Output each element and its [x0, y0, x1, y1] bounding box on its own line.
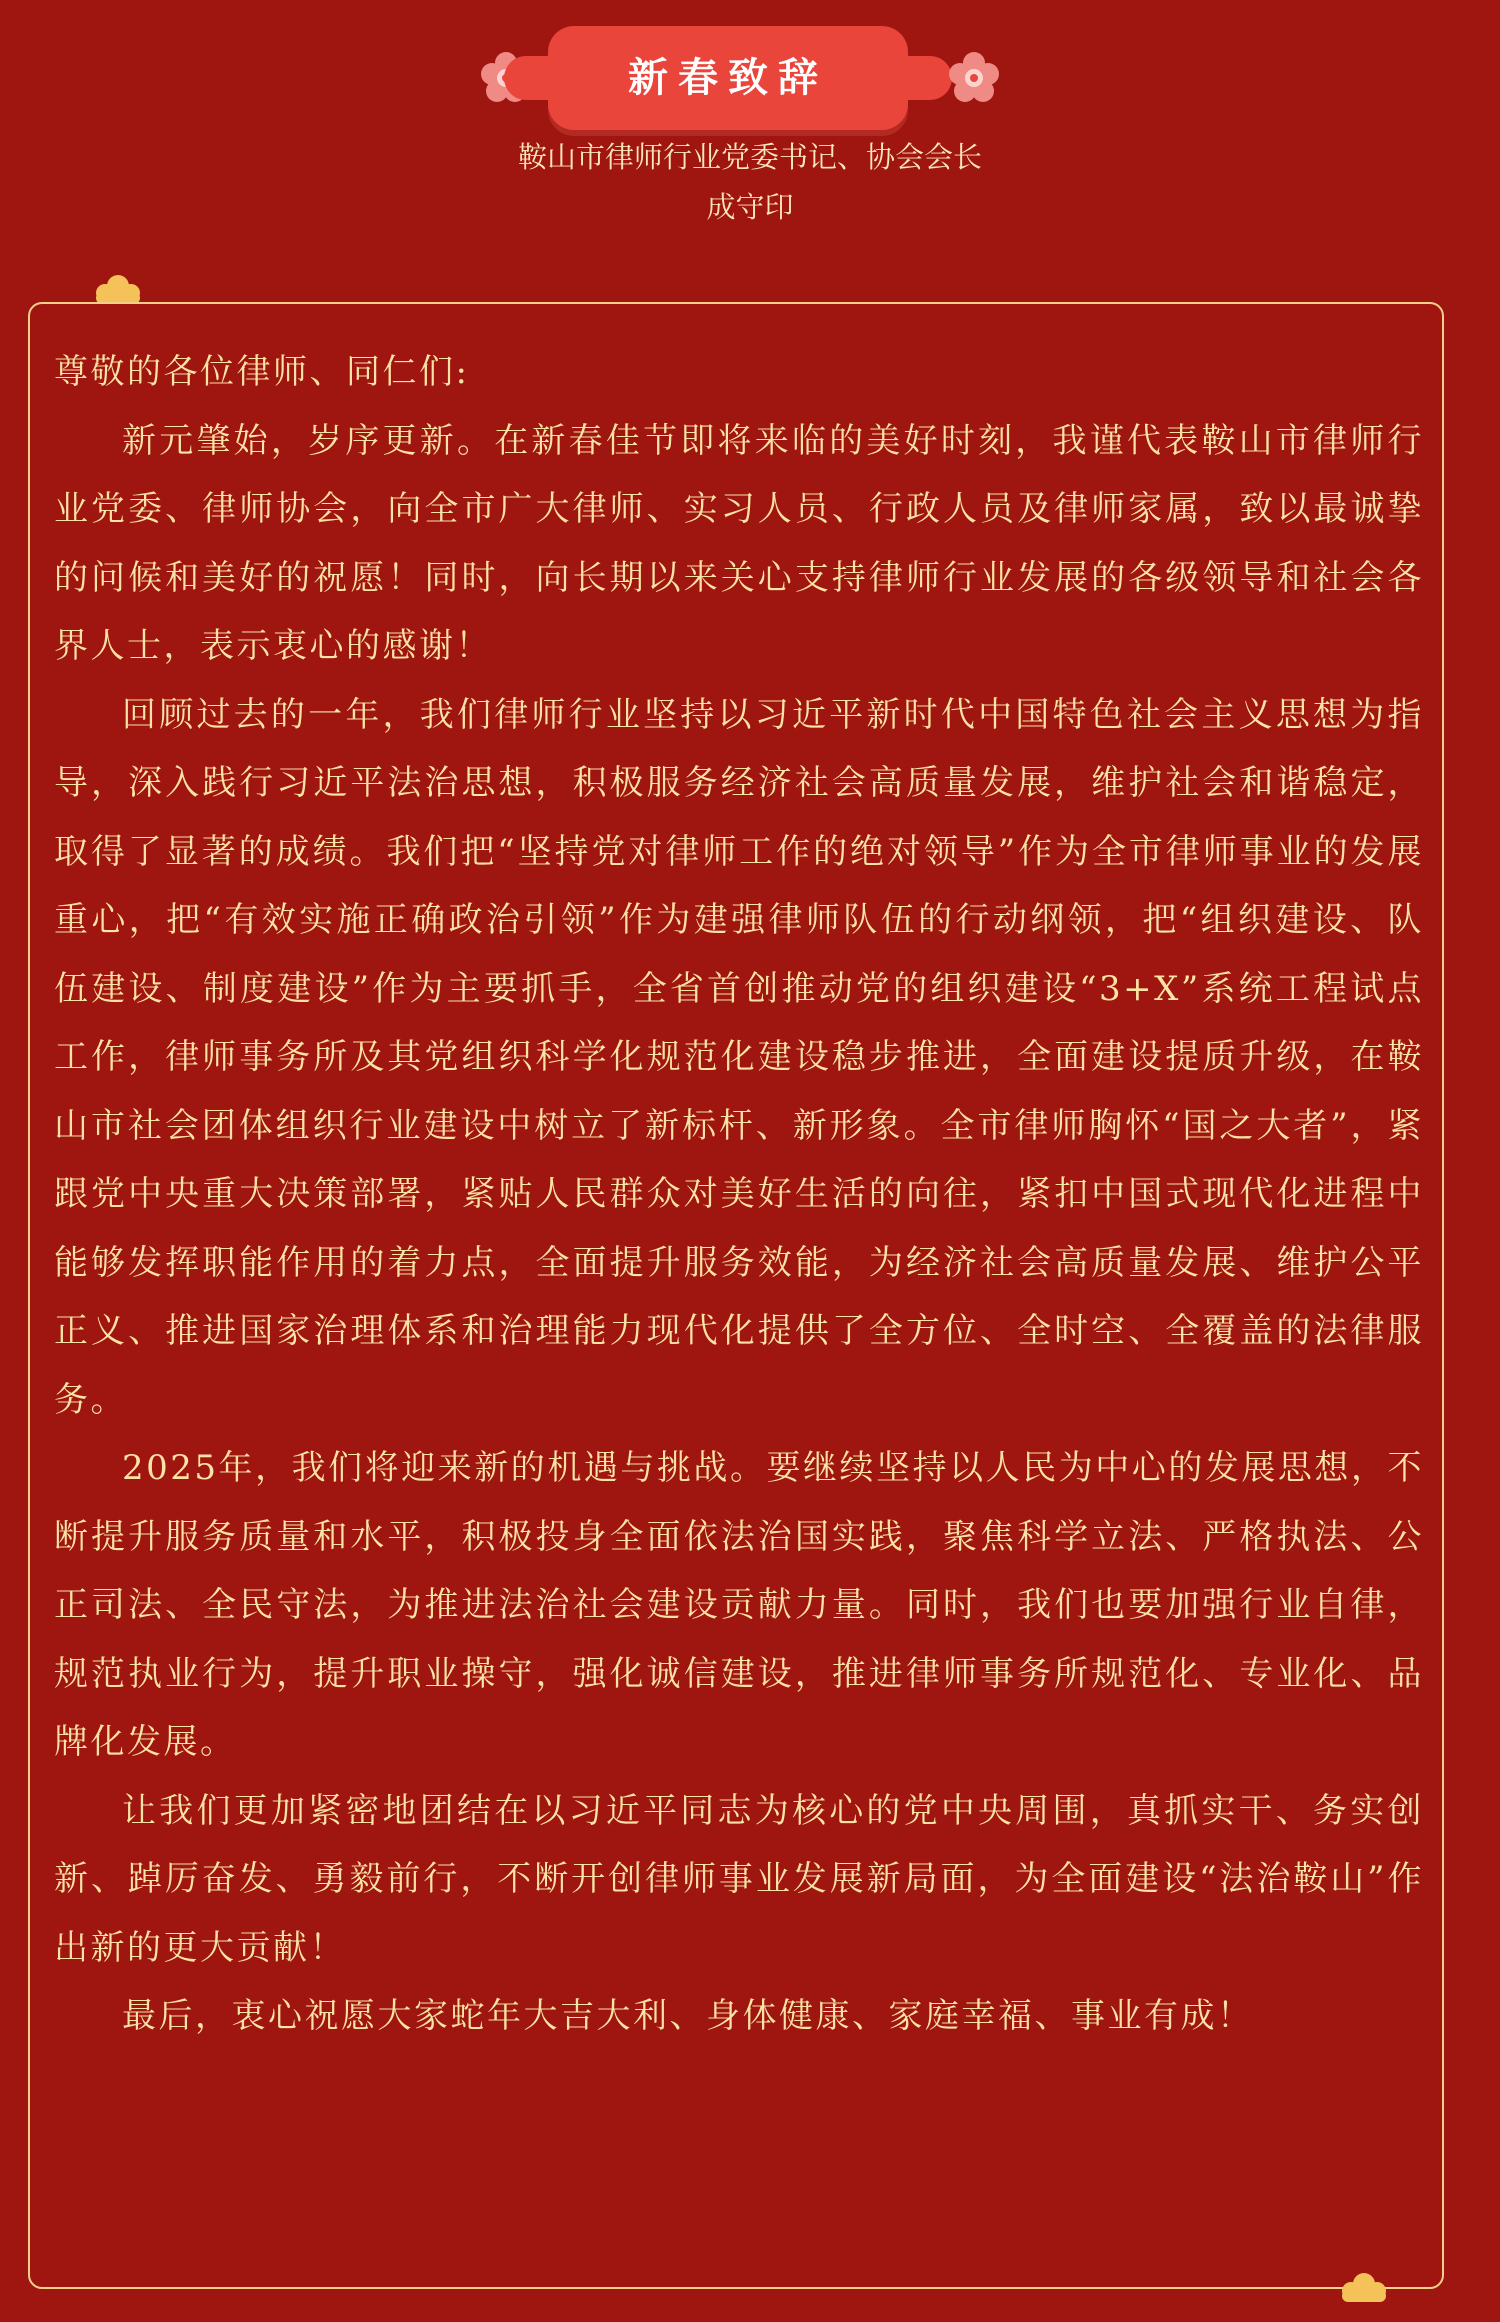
letter-body — [54, 338, 1424, 2051]
author-title: 鞍山市律师行业党委书记、协会会长 — [517, 140, 982, 174]
title-banner — [548, 26, 908, 130]
page-title: 新春致辞 — [628, 55, 828, 101]
auspicious-cloud-icon — [92, 272, 144, 306]
paragraph-call-to-action: 让我们更加紧密地团结在以习近平同志为核心的党中央周围，真抓实干、务实创新、踔厉奋发、勇毅前行，不断开创律师事业发展新局面，为全面建设“法治鞍山”作出新的更大贡献！ — [54, 1790, 1424, 1968]
paragraph-review: 回顾过去的一年，我们律师行业坚持以习近平新时代中国特色社会主义思想为指导，深入践行习近平法治思想，积极服务经济社会高质量发展，维护社会和谐稳定，取得了显著的成绩。我们把“坚持党对律师工作的绝对领导”作为全市律师事业的发展重心，把“有效实施正确政治引领”作为建强律师队伍的行动纲领，把“组织建设、队伍建设、制度建设”作为主要抓手，全省首创推动党的组织建设“3+X”系统工程试点工作，律师事务所及其党组织科学化规范化建设稳步推进，全面建设提质升级，在鞍山市社会团体组织行业建设中树立了新标杆、新形象。全市律师胸怀“国之大者”，紧跟党中央重大决策部署，紧贴人民群众对美好生活的向往，紧扣中国式现代化进程中能够发挥职能作用的着力点，全面提升服务效能，为经济社会高质量发展、维护公平正义、推进国家治理体系和治理能力现代化提供了全方位、全时空、全覆盖的法律服务。 — [54, 694, 1424, 1420]
salutation: 尊敬的各位律师、同仁们: — [54, 352, 470, 392]
paragraph-closing-wishes: 最后，衷心祝愿大家蛇年大吉大利、身体健康、家庭幸福、事业有成！ — [122, 1996, 1254, 2036]
auspicious-cloud-icon — [1338, 2270, 1390, 2304]
plum-blossom-icon — [946, 50, 1002, 106]
paragraph-greeting: 新元肇始，岁序更新。在新春佳节即将来临的美好时刻，我谨代表鞍山市律师行业党委、律师协会，向全市广大律师、实习人员、行政人员及律师家属，致以最诚挚的问候和美好的祝愿！同时，向长期以来关心支持律师行业发展的各级领导和社会各界人士，表示衷心的感谢！ — [54, 420, 1424, 666]
paragraph-outlook: 2025年，我们将迎来新的机遇与挑战。要继续坚持以人民为中心的发展思想，不断提升服务质量和水平，积极投身全面依法治国实践，聚焦科学立法、严格执法、公正司法、全民守法，为推进法治社会建设贡献力量。同时，我们也要加强行业自律，规范执业行为，提升职业操守，强化诚信建设，推进律师事务所规范化、专业化、品牌化发展。 — [54, 1448, 1424, 1762]
author-name: 成守印 — [706, 190, 794, 224]
